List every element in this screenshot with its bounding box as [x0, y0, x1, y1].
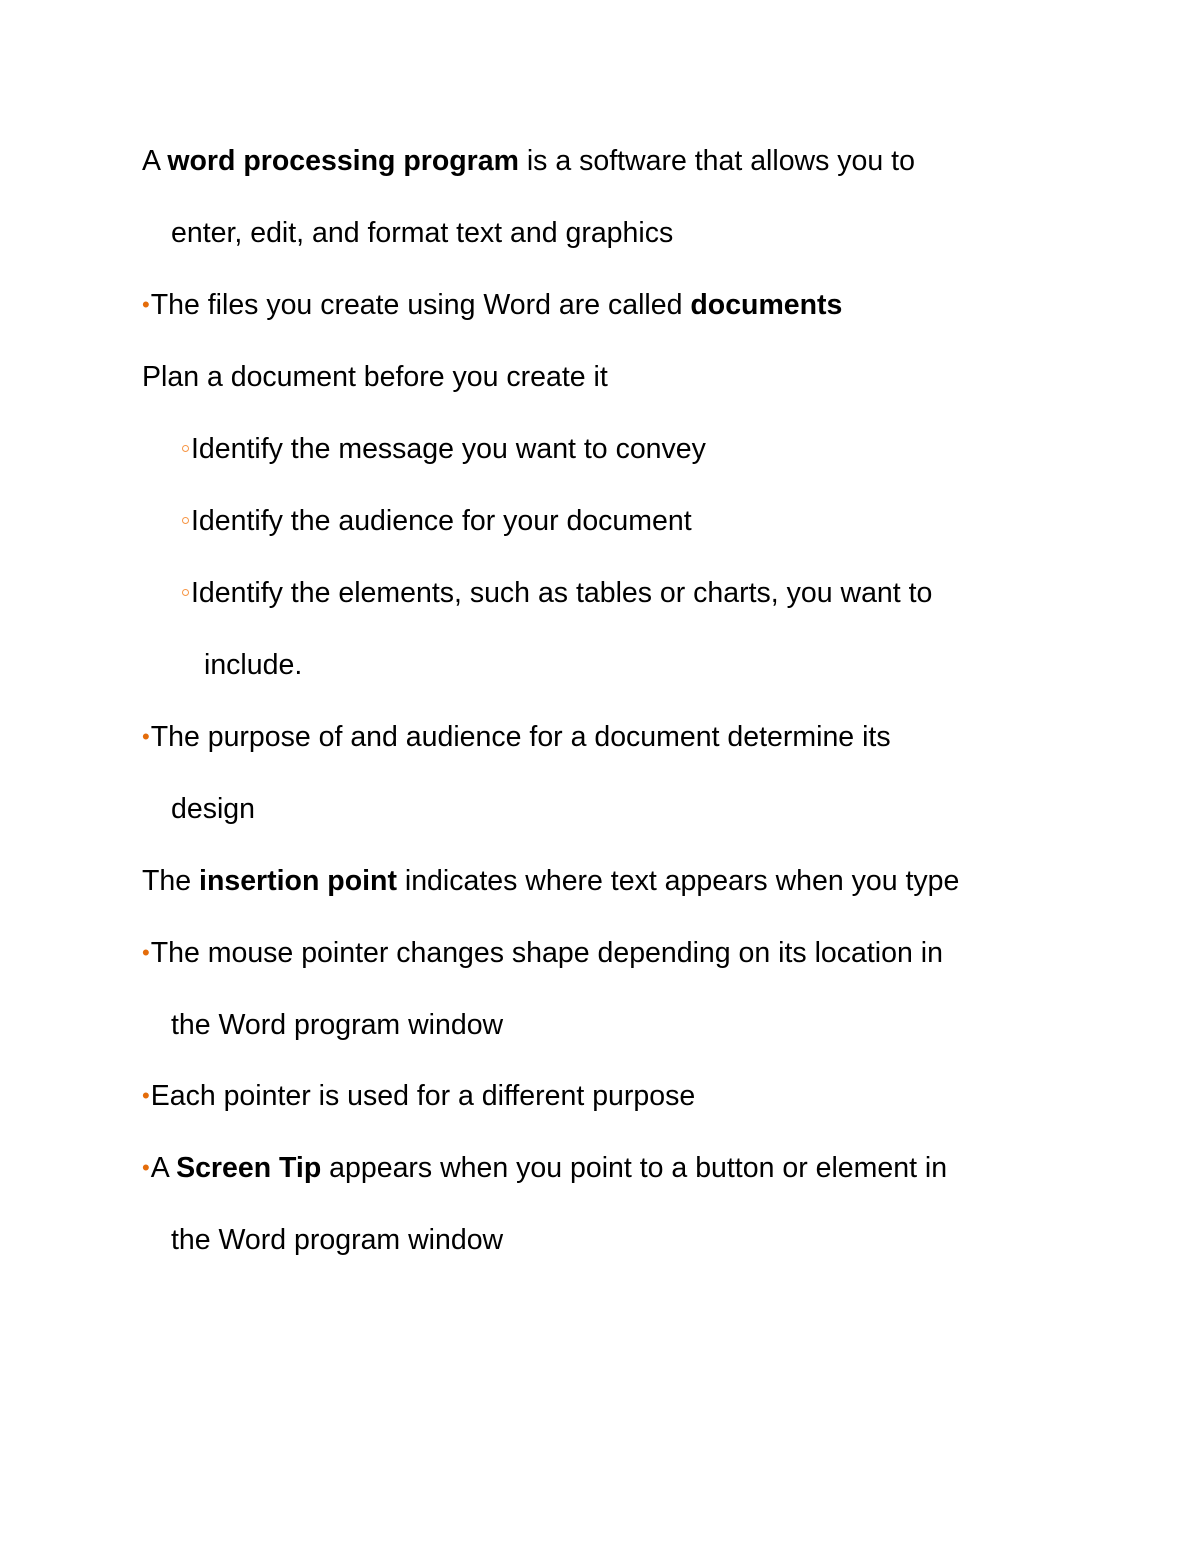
hollow-circle-bullet-icon	[182, 517, 189, 524]
bullet-item-screen-tip-line1	[142, 1150, 947, 1186]
text-segment: The mouse pointer changes shape depending on its location in	[150, 937, 943, 969]
hollow-circle-bullet-icon	[182, 589, 189, 596]
paragraph-word-processing-line2	[171, 215, 673, 251]
text-segment: The	[142, 865, 200, 897]
text-segment: is a software that allows you to	[518, 145, 915, 177]
text-segment: Identify the audience for your document	[191, 505, 692, 537]
text-segment: The purpose of and audience for a document determine its	[150, 721, 891, 753]
text-segment: enter, edit, and format text and graphics	[171, 217, 674, 249]
bullet-item-documents	[142, 287, 842, 323]
bullet-item-mouse-pointer-line1	[142, 935, 943, 971]
bold-term-screen-tip: Screen Tip	[176, 1152, 322, 1184]
bold-term-word-processing-program: word processing program	[167, 145, 519, 177]
bold-term-documents: documents	[690, 289, 843, 321]
text-segment: The files you create using Word are called	[150, 289, 691, 321]
bullet-item-mouse-pointer-line2	[171, 1007, 503, 1043]
paragraph-word-processing-line1	[142, 143, 915, 179]
bold-term-insertion-point: insertion point	[199, 865, 397, 897]
sub-bullet-item-audience	[182, 503, 692, 539]
bullet-item-screen-tip-line2	[171, 1222, 503, 1258]
sub-bullet-item-elements-line1	[182, 575, 932, 611]
bullet-item-purpose-line1	[142, 719, 891, 755]
bullet-icon: •	[142, 1083, 150, 1108]
text-segment: Identify the message you want to convey	[191, 433, 706, 465]
paragraph-insertion-point	[142, 863, 959, 899]
paragraph-plan-document	[142, 359, 608, 395]
sub-bullet-item-message	[182, 431, 706, 467]
text-segment: include.	[204, 649, 303, 681]
text-segment: the Word program window	[171, 1224, 504, 1256]
sub-bullet-item-elements-line2	[204, 647, 302, 683]
bullet-item-purpose-line2	[171, 791, 255, 827]
text-segment: the Word program window	[171, 1009, 504, 1041]
text-segment: A	[150, 1152, 177, 1184]
bullet-icon: •	[142, 1155, 150, 1180]
text-segment: Each pointer is used for a different purpose	[150, 1080, 696, 1112]
text-segment: Plan a document before you create it	[142, 361, 608, 393]
text-segment: appears when you point to a button or element in	[321, 1152, 948, 1184]
text-segment: design	[171, 793, 255, 825]
bullet-icon: •	[142, 292, 150, 317]
bullet-icon: •	[142, 724, 150, 749]
bullet-item-each-pointer	[142, 1078, 695, 1114]
text-segment: Identify the elements, such as tables or charts, you want to	[191, 577, 933, 609]
hollow-circle-bullet-icon	[182, 445, 189, 452]
text-segment: A	[142, 145, 168, 177]
bullet-icon: •	[142, 940, 150, 965]
text-segment: indicates where text appears when you type	[396, 865, 960, 897]
